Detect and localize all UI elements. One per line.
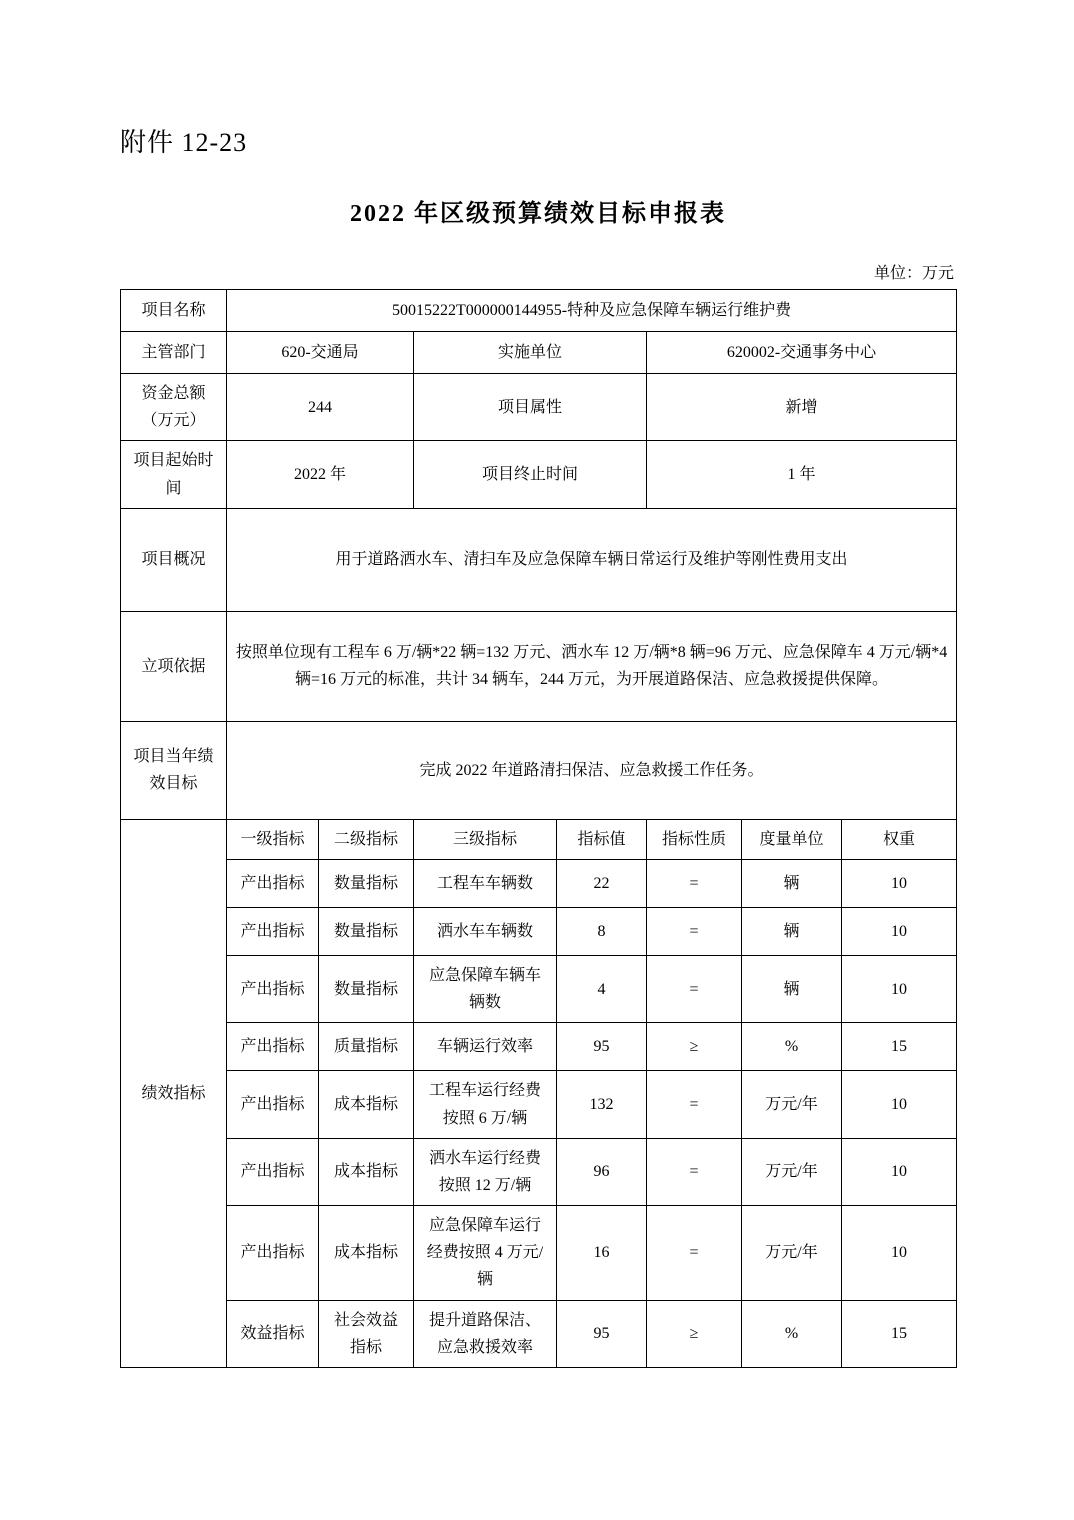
indicator-weight: 15 [842, 1300, 957, 1367]
indicator-row [121, 907, 957, 955]
declaration-table [120, 289, 957, 1368]
indicator-header-row [121, 819, 957, 859]
table-row [121, 290, 957, 332]
indicator-nature: ≥ [647, 1023, 742, 1071]
indicator-unit: 万元/年 [742, 1071, 842, 1138]
project-attr-value: 新增 [647, 374, 957, 441]
indicator-unit: % [742, 1023, 842, 1071]
indicator-level1: 效益指标 [227, 1300, 319, 1367]
indicator-row [121, 1206, 957, 1301]
dept-value: 620-交通局 [227, 332, 414, 374]
page-title: 2022 年区级预算绩效目标申报表 [350, 201, 726, 227]
impl-unit-label: 实施单位 [414, 332, 647, 374]
indicator-row [121, 1023, 957, 1071]
indicator-nature: = [647, 907, 742, 955]
indicator-value: 16 [557, 1206, 647, 1301]
indicator-level3: 工程车运行经费按照 6 万/辆 [414, 1071, 557, 1138]
indicator-nature: = [647, 955, 742, 1022]
indicator-nature: = [647, 1138, 742, 1205]
indicator-unit: 辆 [742, 859, 842, 907]
project-attr-label: 项目属性 [414, 374, 647, 441]
indicator-level3: 应急保障车运行经费按照 4 万元/辆 [414, 1206, 557, 1301]
indicator-row [121, 1138, 957, 1205]
indicator-header-weight: 权重 [842, 819, 957, 859]
indicator-weight: 10 [842, 907, 957, 955]
indicator-unit: 万元/年 [742, 1138, 842, 1205]
indicator-level1: 产出指标 [227, 955, 319, 1022]
indicator-unit: % [742, 1300, 842, 1367]
dept-label: 主管部门 [121, 332, 227, 374]
unit-note: 单位：万元 [873, 265, 954, 282]
start-time-value: 2022 年 [227, 441, 414, 508]
indicator-level3: 工程车车辆数 [414, 859, 557, 907]
indicator-level1: 产出指标 [227, 1138, 319, 1205]
indicators-section-label: 绩效指标 [121, 819, 227, 1367]
table-row [121, 441, 957, 508]
indicator-level2: 数量指标 [319, 859, 414, 907]
indicator-value: 132 [557, 1071, 647, 1138]
indicator-header-nature: 指标性质 [647, 819, 742, 859]
project-name-label: 项目名称 [121, 290, 227, 332]
indicator-level2: 社会效益指标 [319, 1300, 414, 1367]
overview-value: 用于道路洒水车、清扫车及应急保障车辆日常运行及维护等刚性费用支出 [227, 508, 957, 611]
table-row [121, 611, 957, 721]
indicator-nature: = [647, 859, 742, 907]
indicator-value: 95 [557, 1300, 647, 1367]
attachment-label: 附件 12-23 [120, 128, 248, 157]
basis-value: 按照单位现有工程车 6 万/辆*22 辆=132 万元、洒水车 12 万/辆*8 辆=96 万元、应急保障车 4 万元/辆*4 辆=16 万元的标准，共计 34 辆车，244 万元，为开展道路保洁、应急救援提供保障。 [227, 611, 957, 721]
indicator-unit: 万元/年 [742, 1206, 842, 1301]
indicator-level1: 产出指标 [227, 1023, 319, 1071]
indicator-weight: 10 [842, 859, 957, 907]
indicator-value: 96 [557, 1138, 647, 1205]
indicator-level3: 应急保障车辆车辆数 [414, 955, 557, 1022]
end-time-label: 项目终止时间 [414, 441, 647, 508]
indicator-row [121, 955, 957, 1022]
table-row [121, 721, 957, 819]
indicator-level1: 产出指标 [227, 859, 319, 907]
indicator-level3: 车辆运行效率 [414, 1023, 557, 1071]
indicator-level3: 洒水车运行经费按照 12 万/辆 [414, 1138, 557, 1205]
indicator-row [121, 1071, 957, 1138]
indicator-row [121, 859, 957, 907]
table-row [121, 374, 957, 441]
indicator-header-level1: 一级指标 [227, 819, 319, 859]
overview-label: 项目概况 [121, 508, 227, 611]
fund-total-label: 资金总额（万元） [121, 374, 227, 441]
indicator-level1: 产出指标 [227, 1206, 319, 1301]
indicator-nature: = [647, 1071, 742, 1138]
indicator-row [121, 1300, 957, 1367]
indicator-level2: 成本指标 [319, 1138, 414, 1205]
indicator-value: 95 [557, 1023, 647, 1071]
indicator-header-level3: 三级指标 [414, 819, 557, 859]
indicator-weight: 10 [842, 1206, 957, 1301]
indicator-level2: 成本指标 [319, 1071, 414, 1138]
annual-goal-label: 项目当年绩效目标 [121, 721, 227, 819]
indicator-level1: 产出指标 [227, 907, 319, 955]
indicator-weight: 10 [842, 1138, 957, 1205]
indicator-value: 4 [557, 955, 647, 1022]
indicator-weight: 10 [842, 955, 957, 1022]
indicator-weight: 15 [842, 1023, 957, 1071]
indicator-header-level2: 二级指标 [319, 819, 414, 859]
impl-unit-value: 620002-交通事务中心 [647, 332, 957, 374]
project-name-value: 50015222T000000144955-特种及应急保障车辆运行维护费 [227, 290, 957, 332]
indicator-level3: 提升道路保洁、应急救援效率 [414, 1300, 557, 1367]
indicator-level2: 质量指标 [319, 1023, 414, 1071]
indicator-level2: 成本指标 [319, 1206, 414, 1301]
indicator-weight: 10 [842, 1071, 957, 1138]
indicator-header-unit: 度量单位 [742, 819, 842, 859]
indicator-value: 8 [557, 907, 647, 955]
indicator-nature: ≥ [647, 1300, 742, 1367]
indicator-unit: 辆 [742, 955, 842, 1022]
indicator-level1: 产出指标 [227, 1071, 319, 1138]
end-time-value: 1 年 [647, 441, 957, 508]
indicator-level2: 数量指标 [319, 955, 414, 1022]
indicator-level3: 洒水车车辆数 [414, 907, 557, 955]
basis-label: 立项依据 [121, 611, 227, 721]
indicator-level2: 数量指标 [319, 907, 414, 955]
table-row [121, 332, 957, 374]
indicator-header-value: 指标值 [557, 819, 647, 859]
annual-goal-value: 完成 2022 年道路清扫保洁、应急救援工作任务。 [227, 721, 957, 819]
start-time-label: 项目起始时间 [121, 441, 227, 508]
indicator-unit: 辆 [742, 907, 842, 955]
indicator-nature: = [647, 1206, 742, 1301]
table-row [121, 508, 957, 611]
indicator-value: 22 [557, 859, 647, 907]
fund-total-value: 244 [227, 374, 414, 441]
